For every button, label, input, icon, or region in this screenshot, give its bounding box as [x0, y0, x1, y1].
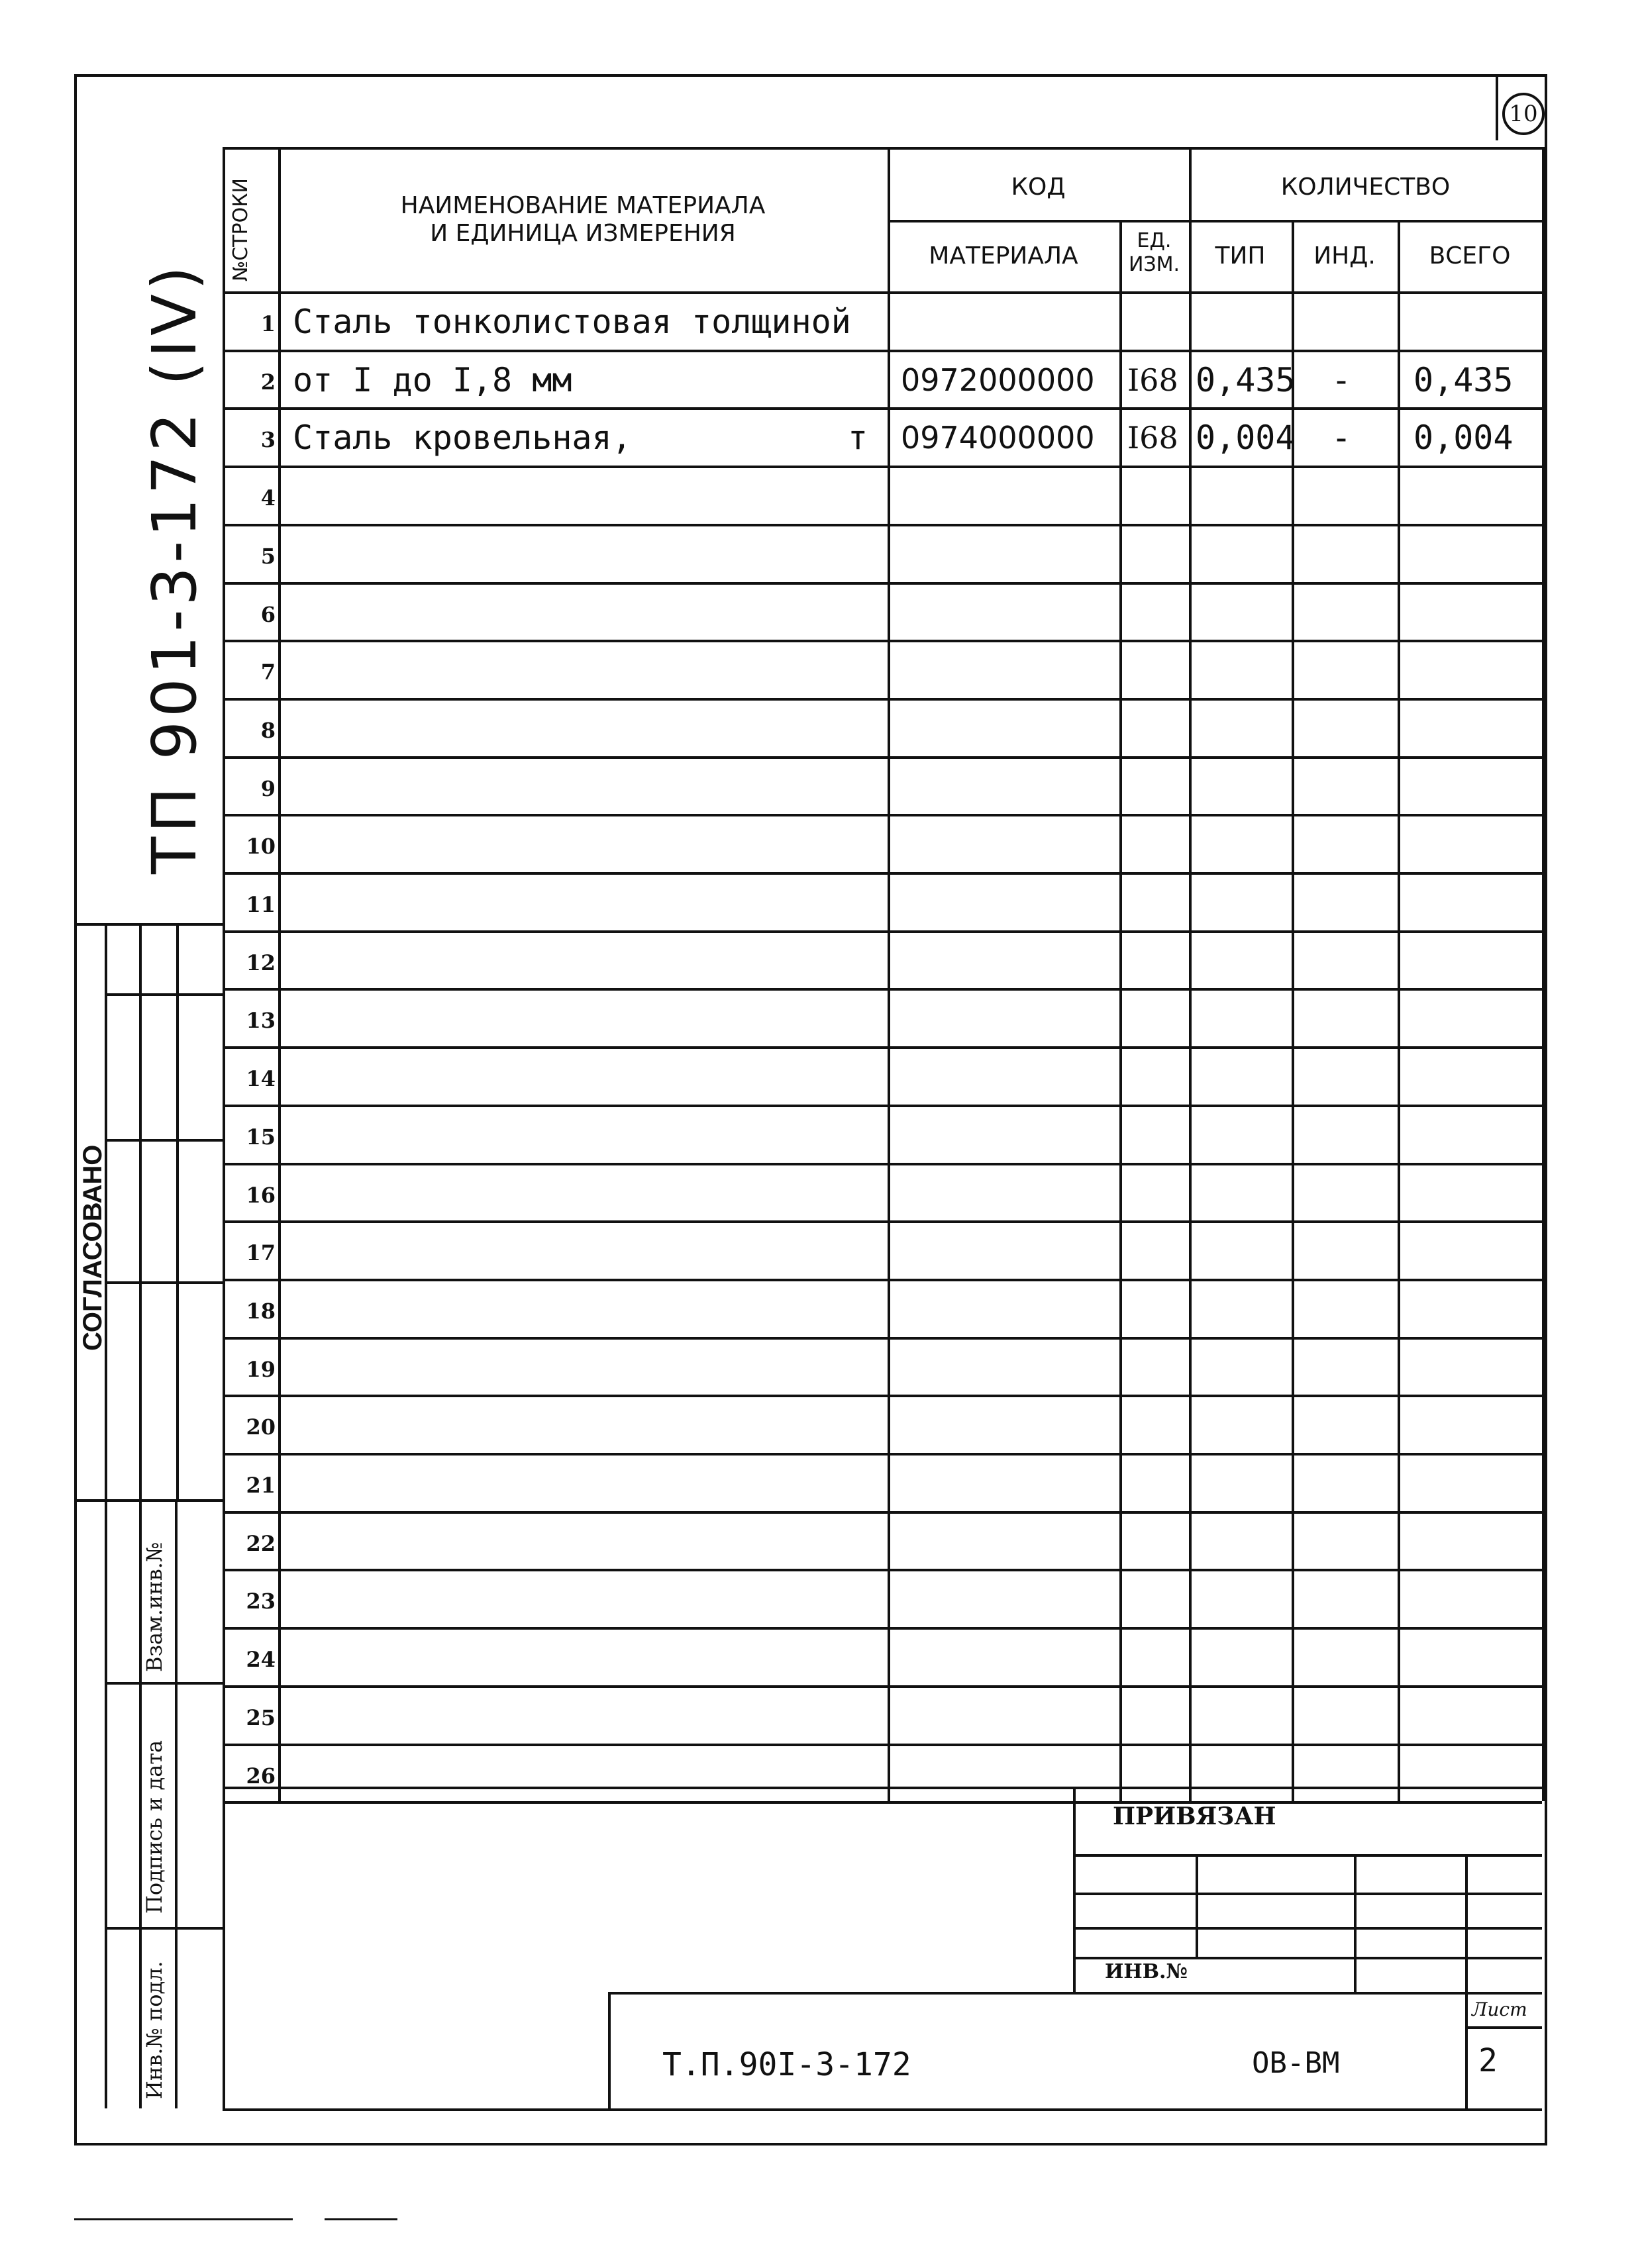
side-strip-line	[139, 923, 142, 2108]
header-total: ВСЕГО	[1429, 242, 1511, 270]
stamp-line	[1073, 1854, 1542, 1857]
table-row-line	[223, 350, 1542, 352]
row-typ: 0,004	[1196, 419, 1296, 458]
table-row-line	[223, 1220, 1542, 1223]
side-strip-line	[175, 1499, 178, 2108]
table-row-line	[223, 1685, 1542, 1688]
side-strip-line	[74, 1499, 224, 1502]
table-border	[1398, 220, 1400, 1801]
row-total: 0,004	[1413, 419, 1514, 458]
row-number: 2	[260, 369, 276, 395]
row-number: 5	[260, 543, 276, 569]
stamp-line	[223, 1787, 225, 2111]
row-number: 10	[246, 834, 276, 860]
row-number: 22	[246, 1530, 276, 1556]
table-row-line	[223, 582, 1542, 585]
header-unit: ЕД. ИЗМ.	[1128, 229, 1180, 276]
row-ind: -	[1331, 419, 1352, 458]
stamp-line	[223, 2108, 1542, 2111]
row-number: 3	[260, 427, 276, 453]
table-row-line	[223, 1046, 1542, 1049]
row-unit-code: I68	[1127, 362, 1178, 398]
table-row-line	[223, 1627, 1542, 1630]
row-name: Сталь тонколистовая толщиной	[293, 303, 851, 341]
row-number: 12	[246, 950, 276, 975]
stamp-line	[608, 1992, 1542, 1995]
doc-mark: ОВ-ВМ	[1252, 2046, 1340, 2080]
table-row-line	[223, 1569, 1542, 1571]
row-number: 17	[246, 1240, 276, 1266]
agreed-label: СОГЛАСОВАНО	[78, 1144, 107, 1351]
replace-inv-label: Взам.инв.№	[142, 1542, 167, 1672]
row-unit-code: I68	[1127, 420, 1178, 456]
row-number: 15	[246, 1124, 276, 1150]
stamp-line	[1465, 1854, 1468, 2111]
row-ind: -	[1331, 360, 1352, 399]
table-border	[888, 220, 1542, 222]
sheet-number: 2	[1478, 2042, 1498, 2079]
side-strip-line	[74, 923, 224, 926]
signature-date-label: Подпись и дата	[142, 1740, 167, 1914]
row-total: 0,435	[1413, 360, 1514, 399]
row-number: 26	[246, 1763, 276, 1789]
row-number: 20	[246, 1414, 276, 1440]
sheet-badge	[1502, 93, 1545, 135]
stamp-line	[1073, 1957, 1542, 1959]
row-number: 11	[246, 892, 276, 917]
stamp-line	[1073, 1927, 1542, 1930]
row-typ: 0,435	[1196, 360, 1296, 399]
header-quantity: КОЛИЧЕСТВО	[1280, 173, 1451, 201]
side-strip-line	[105, 1682, 224, 1685]
row-number: 18	[246, 1298, 276, 1324]
row-number: 24	[246, 1647, 276, 1673]
row-number: 7	[260, 660, 276, 685]
attached-label: ПРИВЯЗАН	[1113, 1802, 1276, 1830]
row-number: 16	[246, 1182, 276, 1208]
row-number: 6	[260, 601, 276, 627]
cut-line	[74, 2218, 293, 2220]
table-row-line	[223, 640, 1542, 642]
side-strip-line	[176, 923, 179, 1499]
table-row-line	[223, 466, 1542, 468]
stamp-line	[1465, 2026, 1542, 2029]
row-number: 14	[246, 1066, 276, 1092]
side-strip-line	[105, 923, 107, 2108]
row-number: 9	[260, 775, 276, 801]
row-name: Сталь кровельная,	[293, 419, 632, 458]
header-material: МАТЕРИАЛА	[929, 242, 1078, 270]
stamp-line	[1073, 1893, 1542, 1895]
row-name: от I до I,8 мм	[293, 360, 572, 399]
row-number: 13	[246, 1008, 276, 1034]
header-name	[278, 192, 888, 248]
row-number: 21	[246, 1473, 276, 1498]
table-row-line	[223, 814, 1542, 816]
table-row-line	[223, 756, 1542, 759]
side-strip-line	[105, 1927, 224, 1930]
side-strip-line	[105, 1281, 224, 1284]
table-row-line	[223, 1105, 1542, 1107]
row-number: 1	[260, 311, 276, 336]
row-number: 8	[260, 717, 276, 743]
stamp-line	[1073, 1787, 1076, 1992]
row-unit-suffix: т	[848, 419, 868, 458]
vertical-project-code: ТП 901-3-172 (IV)	[139, 262, 210, 874]
row-number: 19	[246, 1356, 276, 1382]
side-strip-line	[105, 1139, 224, 1142]
sheet-label: Лист	[1472, 1998, 1527, 2020]
header-name-line2: И ЕДИНИЦА ИЗМЕРЕНИЯ	[430, 220, 736, 247]
table-row-line	[223, 1453, 1542, 1455]
stamp-line	[608, 1992, 611, 2111]
header-name-line1: НАИМЕНОВАНИЕ МАТЕРИАЛА	[400, 192, 766, 219]
table-border	[278, 147, 281, 1801]
table-row-line	[223, 930, 1542, 933]
table-row-line	[223, 988, 1542, 991]
row-material-code: 0972000000	[901, 362, 1095, 398]
header-code: КОД	[1011, 173, 1066, 201]
row-number: 25	[246, 1704, 276, 1730]
table-border	[888, 147, 890, 1801]
table-row-line	[223, 1511, 1542, 1514]
table-row-line	[223, 1395, 1542, 1397]
table-row-line	[223, 698, 1542, 701]
row-material-code: 0974000000	[901, 420, 1095, 456]
table-row-line	[223, 524, 1542, 526]
table-border	[223, 147, 1542, 150]
table-row-line	[223, 1337, 1542, 1340]
table-border	[1119, 220, 1122, 1801]
table-row-line	[223, 872, 1542, 875]
table-row-line	[223, 1163, 1542, 1165]
side-strip-line	[105, 993, 224, 996]
stamp-line	[223, 1787, 1542, 1789]
table-row-line	[223, 1279, 1542, 1281]
header-row-no: №СТРОКИ	[229, 178, 252, 281]
stamp-line	[1196, 1854, 1198, 1957]
inv-no-label: ИНВ.№	[1105, 1960, 1188, 1983]
doc-code: Т.П.90I-3-172	[662, 2046, 911, 2083]
stamp-line	[1354, 1854, 1357, 1992]
table-row-line	[223, 1744, 1542, 1746]
table-border	[223, 291, 1542, 294]
inv-orig-label: Инв.№ подл.	[142, 1961, 167, 2099]
table-border	[1189, 147, 1192, 1801]
table-row-line	[223, 407, 1542, 410]
row-number: 4	[260, 485, 276, 511]
cut-line	[325, 2218, 397, 2220]
sheet-badge-text: 10	[1509, 101, 1538, 127]
header-typ: ТИП	[1215, 242, 1266, 270]
row-number: 23	[246, 1589, 276, 1614]
table-border	[1542, 147, 1545, 1801]
table-row-line	[223, 1801, 1542, 1804]
header-ind: ИНД.	[1313, 242, 1376, 270]
